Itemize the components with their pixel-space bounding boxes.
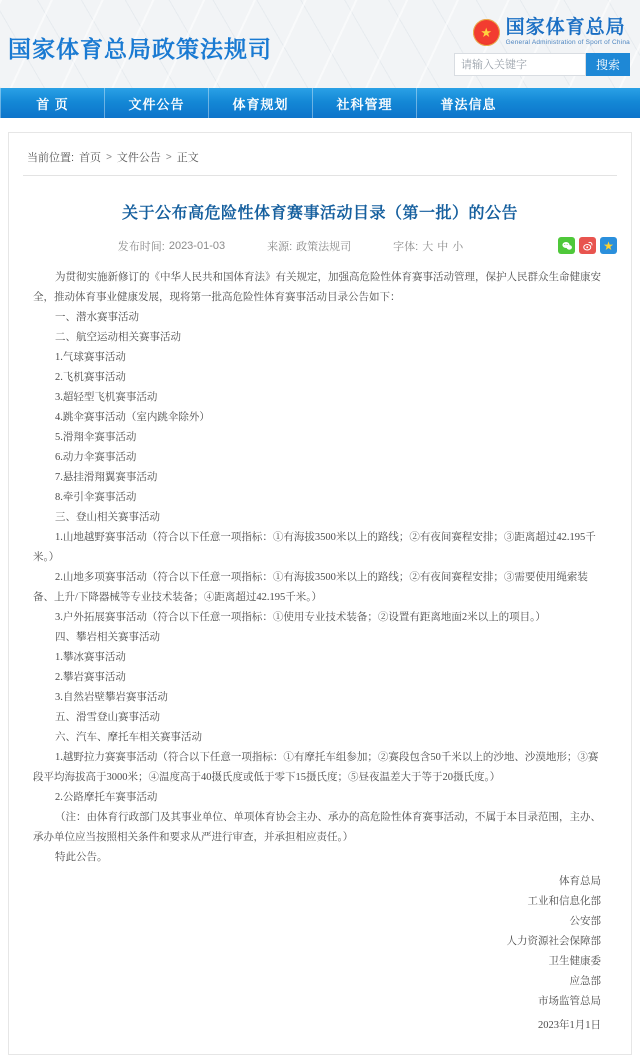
- article-meta: [23, 237, 617, 254]
- site-header: [0, 0, 640, 88]
- breadcrumb-home[interactable]: 首页: [79, 152, 102, 164]
- content-box: [8, 132, 632, 1055]
- breadcrumb-separator: >: [165, 151, 172, 163]
- breadcrumb-section[interactable]: 文件公告: [116, 152, 161, 164]
- article-paragraph: 三、登山相关赛事活动: [55, 512, 160, 523]
- article-paragraph: 2.山地多项赛事活动（符合以下任意一项指标：①有海拔3500米以上的路线；②有夜间赛程安排；③需要使用绳索装备、上升/下降器械等专业技术装备；④距离超过42.195千米。）: [33, 572, 588, 603]
- font-size-label: 字体:: [393, 240, 419, 253]
- signature-line: 应急部: [569, 976, 601, 987]
- article-paragraph: 2.飞机赛事活动: [55, 372, 126, 383]
- weibo-share-icon[interactable]: [579, 237, 596, 254]
- nav-item[interactable]: 社科管理: [312, 88, 416, 118]
- article-paragraph: 五、滑雪登山赛事活动: [55, 712, 160, 723]
- font-size-medium[interactable]: 中: [437, 240, 449, 253]
- org-name-cn: 国家体育总局: [505, 16, 626, 38]
- qzone-star-share-icon[interactable]: ★: [600, 237, 617, 254]
- article-paragraph: 二、航空运动相关赛事活动: [55, 332, 181, 343]
- signature-block: [9, 868, 631, 1012]
- search-input[interactable]: [454, 53, 586, 76]
- article-body: [9, 268, 631, 868]
- wechat-share-icon[interactable]: [558, 237, 575, 254]
- article-title: 关于公布高危险性体育赛事活动目录（第一批）的公告: [121, 205, 518, 222]
- article-paragraph: 1.山地越野赛事活动（符合以下任意一项指标：①有海拔3500米以上的路线；②有夜间赛程安排；③距离超过42.195千米。）: [33, 532, 596, 563]
- national-emblem-icon: ★: [473, 19, 500, 46]
- article-paragraph: 一、潜水赛事活动: [55, 312, 139, 323]
- signature-line: 市场监管总局: [538, 996, 601, 1007]
- article-paragraph: 2.公路摩托车赛事活动: [55, 792, 158, 803]
- signature-line: 工业和信息化部: [527, 896, 601, 907]
- article-paragraph: 六、汽车、摩托车相关赛事活动: [55, 732, 202, 743]
- publish-time-value: 2023-01-03: [168, 239, 226, 252]
- nav-item[interactable]: 普法信息: [416, 88, 520, 118]
- font-size-small[interactable]: 小: [452, 240, 464, 253]
- nav-item[interactable]: 文件公告: [104, 88, 208, 118]
- breadcrumb-label: 当前位置:: [27, 152, 75, 164]
- article-paragraph: 1.气球赛事活动: [55, 352, 126, 363]
- article-paragraph: 1.越野拉力赛赛事活动（符合以下任意一项指标：①有摩托车组参加；②赛段包含50千米以上的沙地、沙漠地形；③赛段平均海拔高于3000米；④温度高于40摄氏度或低于零下15摄氏度；⑤昼夜温差大于等于20摄氏度。）: [33, 752, 599, 783]
- article-paragraph: 3.户外拓展赛事活动（符合以下任意一项指标：①使用专业技术装备；②设置有距离地面2米以上的项目。）: [55, 612, 546, 623]
- article-paragraph: 7.悬挂滑翔翼赛事活动: [55, 472, 158, 483]
- publish-time-label: 发布时间:: [117, 240, 165, 253]
- article-paragraph: 8.牵引伞赛事活动: [55, 492, 137, 503]
- signature-line: 人力资源社会保障部: [506, 936, 601, 947]
- breadcrumb-separator: >: [106, 151, 112, 163]
- site-title: 国家体育总局政策法规司: [8, 35, 272, 62]
- search-button[interactable]: 搜索: [586, 53, 630, 76]
- source-value: 政策法规司: [296, 240, 352, 253]
- font-size-large[interactable]: 大: [422, 240, 434, 253]
- org-logo-block: [473, 18, 630, 46]
- article-paragraph: 1.攀冰赛事活动: [55, 652, 126, 663]
- signature-line: 卫生健康委: [548, 956, 601, 967]
- article-paragraph: 3.自然岩壁攀岩赛事活动: [55, 692, 168, 703]
- article-paragraph: 四、攀岩相关赛事活动: [55, 632, 160, 643]
- breadcrumb: [23, 133, 617, 176]
- share-buttons: [558, 237, 617, 254]
- source-label: 来源:: [267, 240, 293, 253]
- article-paragraph: 2.攀岩赛事活动: [55, 672, 126, 683]
- signature-date: 2023年1月1日: [538, 1020, 601, 1031]
- nav-item[interactable]: 首 页: [0, 88, 104, 118]
- header-right: [454, 12, 630, 76]
- nav-item[interactable]: 体育规划: [208, 88, 312, 118]
- org-name-en: General Administration of Sport of China: [505, 38, 630, 46]
- article-paragraph: 5.滑翔伞赛事活动: [55, 432, 137, 443]
- article-paragraph: 3.超轻型飞机赛事活动: [55, 392, 158, 403]
- signature-line: 体育总局: [559, 876, 601, 887]
- search-bar: [454, 53, 630, 76]
- signature-line: 公安部: [569, 916, 601, 927]
- article-paragraph: 6.动力伞赛事活动: [55, 452, 137, 463]
- main-nav: [0, 88, 640, 118]
- article-paragraph: 为贯彻实施新修订的《中华人民共和国体育法》有关规定，加强高危险性体育赛事活动管理，保护人民群众生命健康安全，推动体育事业健康发展，现将第一批高危险性体育赛事活动目录公告如下：: [33, 272, 601, 303]
- breadcrumb-current: 正文: [176, 152, 199, 164]
- article-paragraph: 特此公告。: [55, 852, 108, 863]
- font-size-switcher: [393, 238, 463, 254]
- article-paragraph: （注：由体育行政部门及其事业单位、单项体育协会主办、承办的高危险性体育赛事活动，不属于本目录范围，主办、承办单位应当按照相关条件和要求从严进行审查，并承担相应责任。）: [33, 812, 601, 843]
- article-paragraph: 4.跳伞赛事活动（室内跳伞除外）: [55, 412, 210, 423]
